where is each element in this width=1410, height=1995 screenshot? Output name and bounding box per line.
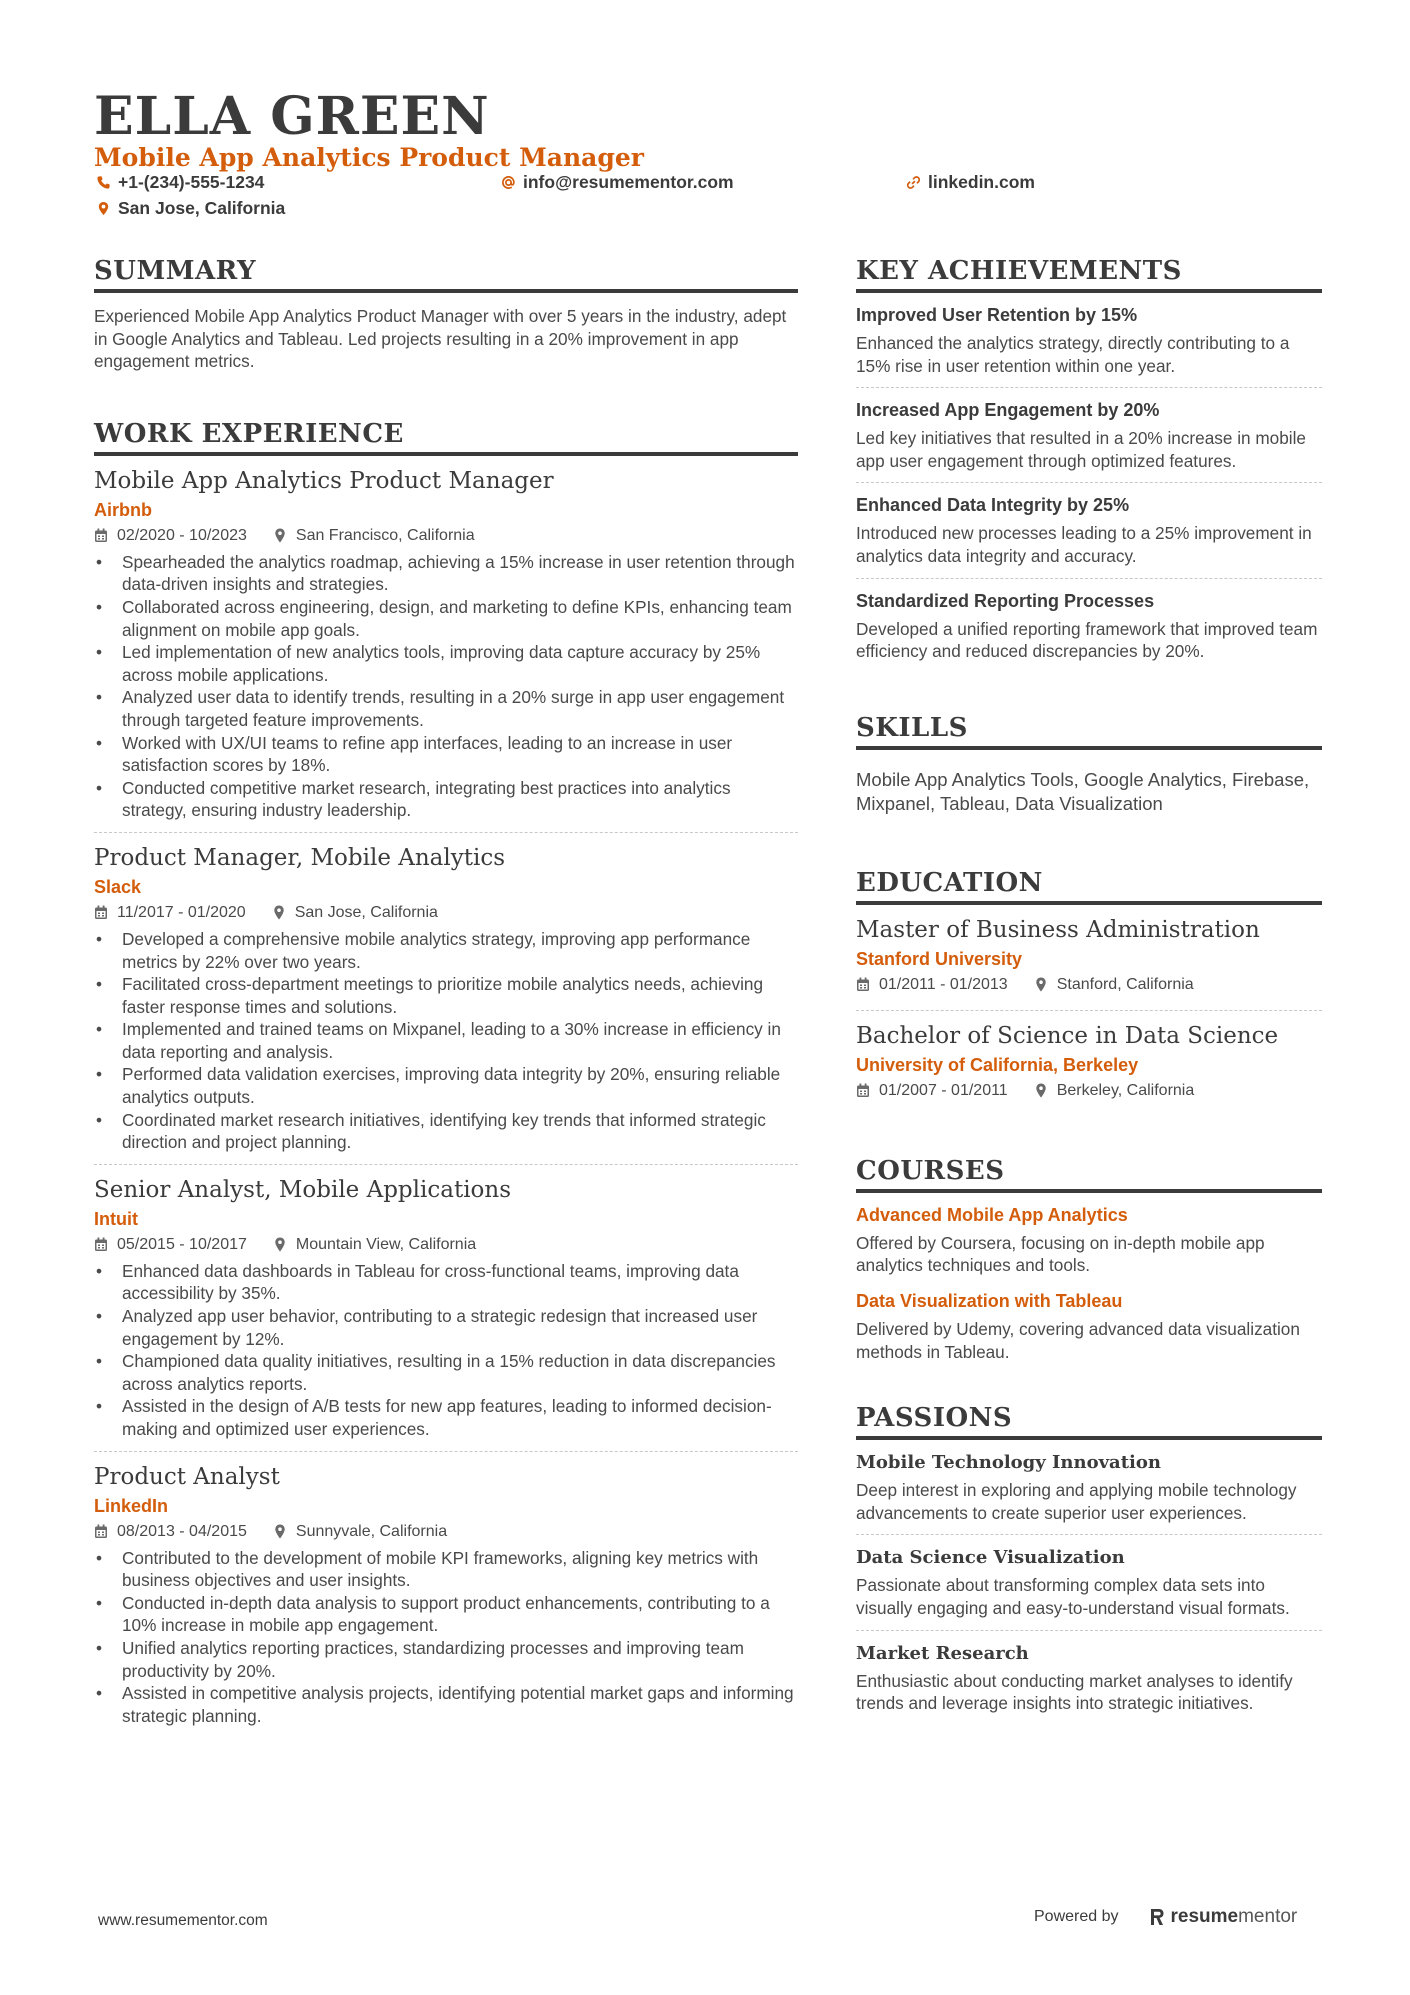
bullet-item: • Assisted in competitive analysis projects, identifying potential market gaps and informing strategic planning. bbox=[94, 1682, 798, 1727]
education-dates-text: 01/2011 - 01/2013 bbox=[879, 975, 1008, 993]
job-title: Mobile App Analytics Product Manager bbox=[94, 467, 554, 494]
course-item bbox=[856, 1291, 1322, 1363]
education-dates bbox=[856, 1082, 1008, 1100]
job-bullets bbox=[94, 928, 798, 1154]
job-location-text: San Francisco, California bbox=[295, 526, 475, 544]
job-location bbox=[273, 1523, 447, 1541]
link-icon bbox=[906, 175, 921, 190]
contact-linkedin[interactable] bbox=[906, 172, 1035, 193]
location-pin-icon bbox=[1034, 977, 1048, 992]
job-location bbox=[272, 904, 438, 922]
location-pin-icon bbox=[1034, 1083, 1048, 1098]
experience-section bbox=[94, 419, 798, 1738]
bullet-item: • Championed data quality initiatives, resulting in a 15% reduction in data discrepancies across analytics reports. bbox=[94, 1350, 798, 1395]
achievement-text: Led key initiatives that resulted in a 20% increase in mobile app user engagement through optimized features. bbox=[856, 428, 1306, 471]
job-title: Product Manager, Mobile Analytics bbox=[94, 844, 506, 871]
summary-heading: SUMMARY bbox=[94, 256, 798, 293]
bullet-item: • Facilitated cross-department meetings to prioritize mobile analytics needs, achieving faster response times and solutions. bbox=[94, 973, 798, 1018]
summary-section bbox=[94, 256, 798, 373]
job-location bbox=[273, 527, 475, 545]
job-meta bbox=[94, 904, 798, 922]
achievement-item bbox=[856, 591, 1322, 673]
calendar-icon bbox=[94, 1237, 108, 1252]
education-section bbox=[856, 868, 1322, 1116]
bullet-item: • Worked with UX/UI teams to refine app interfaces, leading to an increase in user satisfaction scores by 18%. bbox=[94, 732, 798, 777]
school-name: University of California, Berkeley bbox=[856, 1054, 1139, 1075]
bullet-item: • Analyzed user data to identify trends, resulting in a 20% surge in app user engagement through targeted feature improvements. bbox=[94, 686, 798, 731]
courses-section bbox=[856, 1156, 1322, 1363]
left-column bbox=[94, 256, 798, 1749]
company-name: Airbnb bbox=[94, 499, 152, 520]
degree-title: Master of Business Administration bbox=[856, 916, 1260, 943]
company-name: LinkedIn bbox=[94, 1495, 169, 1516]
bullet-item: • Implemented and trained teams on Mixpanel, leading to a 30% increase in efficiency in data reporting and analysis. bbox=[94, 1018, 798, 1063]
job-bullets bbox=[94, 551, 798, 822]
education-heading: EDUCATION bbox=[856, 868, 1322, 905]
course-title: Advanced Mobile App Analytics bbox=[856, 1204, 1128, 1225]
bullet-item: • Collaborated across engineering, design, and marketing to define KPIs, enhancing team alignment on mobile app goals. bbox=[94, 596, 798, 641]
contact-phone[interactable] bbox=[96, 172, 264, 193]
achievement-text: Introduced new processes leading to a 25% improvement in analytics data integrity and accuracy. bbox=[856, 523, 1312, 566]
passion-text: Enthusiastic about conducting market analyses to identify trends and leverage insights into strategic initiatives. bbox=[856, 1670, 1293, 1714]
job-title: Product Analyst bbox=[94, 1463, 280, 1490]
education-dates bbox=[856, 976, 1008, 994]
passion-item bbox=[856, 1547, 1322, 1630]
job-location-text: Sunnyvale, California bbox=[295, 1522, 448, 1540]
job-meta bbox=[94, 527, 798, 545]
calendar-icon bbox=[94, 905, 108, 920]
experience-heading: WORK EXPERIENCE bbox=[94, 419, 798, 456]
education-item bbox=[856, 1023, 1322, 1116]
job-dates-text: 08/2013 - 04/2015 bbox=[117, 1522, 247, 1540]
job-entry bbox=[94, 1464, 798, 1738]
footer-website[interactable]: www.resumementor.com bbox=[98, 1912, 268, 1929]
job-bullets bbox=[94, 1260, 798, 1441]
contact-location bbox=[96, 198, 285, 219]
skills-text: Mobile App Analytics Tools, Google Analytics, Firebase, Mixpanel, Tableau, Data Visualization bbox=[856, 768, 1310, 814]
email-text: info@resumementor.com bbox=[523, 172, 734, 192]
achievement-title: Standardized Reporting Processes bbox=[856, 590, 1155, 611]
at-icon bbox=[501, 175, 516, 190]
right-column bbox=[856, 256, 1322, 1737]
education-location bbox=[1034, 1082, 1195, 1100]
location-pin-icon bbox=[273, 1524, 287, 1539]
bullet-item: • Developed a comprehensive mobile analytics strategy, improving app performance metrics by 22% over two years. bbox=[94, 928, 798, 973]
degree-title: Bachelor of Science in Data Science bbox=[856, 1022, 1279, 1049]
job-entry bbox=[94, 845, 798, 1165]
passion-title: Market Research bbox=[856, 1642, 1029, 1664]
calendar-icon bbox=[856, 1083, 870, 1098]
education-item bbox=[856, 917, 1322, 1011]
bullet-item: • Conducted competitive market research, integrating best practices into analytics strategy, ensuring industry leadership. bbox=[94, 777, 798, 822]
achievement-item bbox=[856, 495, 1322, 578]
job-dates bbox=[94, 1236, 247, 1254]
achievement-item bbox=[856, 305, 1322, 388]
calendar-icon bbox=[856, 977, 870, 992]
linkedin-text: linkedin.com bbox=[928, 172, 1035, 192]
achievement-title: Increased App Engagement by 20% bbox=[856, 400, 1160, 421]
brand-logo[interactable] bbox=[1149, 1906, 1298, 1928]
passion-text: Passionate about transforming complex data sets into visually engaging and easy-to-understand visual formats. bbox=[856, 1575, 1290, 1618]
bullet-item: • Performed data validation exercises, improving data integrity by 20%, ensuring reliable analytics outputs. bbox=[94, 1063, 798, 1108]
job-dates-text: 11/2017 - 01/2020 bbox=[117, 903, 246, 921]
location-text: San Jose, California bbox=[118, 198, 286, 218]
job-meta bbox=[94, 1236, 798, 1254]
bullet-item: • Assisted in the design of A/B tests for new app features, leading to informed decision-making and optimized user experiences. bbox=[94, 1395, 798, 1440]
calendar-icon bbox=[94, 1524, 108, 1539]
bullet-item: • Spearheaded the analytics roadmap, achieving a 15% increase in user retention through data-driven insights and strategies. bbox=[94, 551, 798, 596]
job-title: Senior Analyst, Mobile Applications bbox=[94, 1176, 512, 1203]
course-text: Delivered by Udemy, covering advanced data visualization methods in Tableau. bbox=[856, 1318, 1300, 1362]
skills-section bbox=[856, 713, 1322, 816]
course-item bbox=[856, 1205, 1322, 1277]
passion-title: Data Science Visualization bbox=[856, 1547, 1125, 1569]
candidate-name: ELLA GREEN bbox=[94, 86, 490, 147]
bullet-item: • Contributed to the development of mobile KPI frameworks, aligning key metrics with business objectives and user insights. bbox=[94, 1547, 798, 1592]
brand-name-light: mentor bbox=[1238, 1906, 1298, 1927]
brand-name-bold: resume bbox=[1170, 1906, 1239, 1927]
phone-text: +1-(234)-555-1234 bbox=[118, 172, 265, 192]
education-location-text: Stanford, California bbox=[1056, 975, 1194, 993]
location-pin-icon bbox=[272, 905, 286, 920]
skills-heading: SKILLS bbox=[856, 713, 1322, 750]
education-location-text: Berkeley, California bbox=[1056, 1081, 1195, 1099]
bullet-item: • Enhanced data dashboards in Tableau for cross-functional teams, improving data accessibility by 35%. bbox=[94, 1260, 798, 1305]
bullet-item: • Analyzed app user behavior, contributing to a strategic redesign that increased user engagement by 12%. bbox=[94, 1305, 798, 1350]
location-pin-icon bbox=[273, 1237, 287, 1252]
course-text: Offered by Coursera, focusing on in-depth mobile app analytics techniques and tools. bbox=[856, 1232, 1265, 1276]
school-name: Stanford University bbox=[856, 948, 1023, 969]
education-meta bbox=[856, 976, 1322, 994]
phone-icon bbox=[96, 175, 111, 190]
job-entry bbox=[94, 468, 798, 833]
achievement-title: Improved User Retention by 15% bbox=[856, 305, 1138, 325]
bullet-item: • Unified analytics reporting practices, standardizing processes and improving team productivity by 20%. bbox=[94, 1637, 798, 1682]
company-name: Intuit bbox=[94, 1208, 138, 1229]
achievement-title: Enhanced Data Integrity by 25% bbox=[856, 495, 1130, 516]
bullet-item: • Coordinated market research initiatives, identifying key trends that informed strategic direction and project planning. bbox=[94, 1109, 798, 1154]
achievements-section bbox=[856, 256, 1322, 673]
job-dates-text: 05/2015 - 10/2017 bbox=[117, 1235, 247, 1253]
achievement-text: Enhanced the analytics strategy, directly contributing to a 15% rise in user retention within one year. bbox=[856, 333, 1290, 376]
job-dates bbox=[94, 1523, 247, 1541]
job-dates bbox=[94, 904, 246, 922]
achievement-text: Developed a unified reporting framework that improved team efficiency and reduced discrepancies by 20%. bbox=[856, 618, 1318, 662]
job-location-text: San Jose, California bbox=[294, 903, 438, 921]
passion-title: Mobile Technology Innovation bbox=[856, 1452, 1161, 1474]
courses-heading: COURSES bbox=[856, 1156, 1322, 1193]
course-title: Data Visualization with Tableau bbox=[856, 1290, 1123, 1311]
achievements-heading: KEY ACHIEVEMENTS bbox=[856, 256, 1322, 293]
job-dates-text: 02/2020 - 10/2023 bbox=[117, 526, 247, 544]
bullet-item: • Conducted in-depth data analysis to support product enhancements, contributing to a 10% increase in mobile app engagement. bbox=[94, 1592, 798, 1637]
passion-item bbox=[856, 1643, 1322, 1725]
passion-text: Deep interest in exploring and applying mobile technology advancements to create superior user experiences. bbox=[856, 1480, 1297, 1523]
contact-email[interactable] bbox=[501, 172, 734, 193]
resumementor-logo-icon bbox=[1149, 1907, 1165, 1927]
job-meta bbox=[94, 1523, 798, 1541]
education-location bbox=[1034, 976, 1194, 994]
education-dates-text: 01/2007 - 01/2011 bbox=[879, 1081, 1008, 1099]
powered-by-label: Powered by bbox=[1034, 1908, 1119, 1925]
candidate-role: Mobile App Analytics Product Manager bbox=[94, 143, 644, 172]
location-pin-icon bbox=[96, 201, 111, 216]
company-name: Slack bbox=[94, 876, 142, 897]
location-pin-icon bbox=[273, 528, 287, 543]
job-dates bbox=[94, 527, 247, 545]
calendar-icon bbox=[94, 528, 108, 543]
bullet-item: • Led implementation of new analytics tools, improving data capture accuracy by 25% across mobile applications. bbox=[94, 641, 798, 686]
summary-text: Experienced Mobile App Analytics Product Manager with over 5 years in the industry, adept in Google Analytics and Tableau. Led projects resulting in a 20% improvement in app engagement metrics. bbox=[94, 306, 787, 372]
achievement-item bbox=[856, 400, 1322, 483]
passion-item bbox=[856, 1452, 1322, 1535]
job-location bbox=[273, 1236, 476, 1254]
education-meta bbox=[856, 1082, 1322, 1100]
job-location-text: Mountain View, California bbox=[295, 1235, 477, 1253]
passions-section bbox=[856, 1403, 1322, 1725]
job-entry bbox=[94, 1177, 798, 1452]
passions-heading: PASSIONS bbox=[856, 1403, 1322, 1440]
footer-branding bbox=[1034, 1906, 1297, 1928]
job-bullets bbox=[94, 1547, 798, 1728]
